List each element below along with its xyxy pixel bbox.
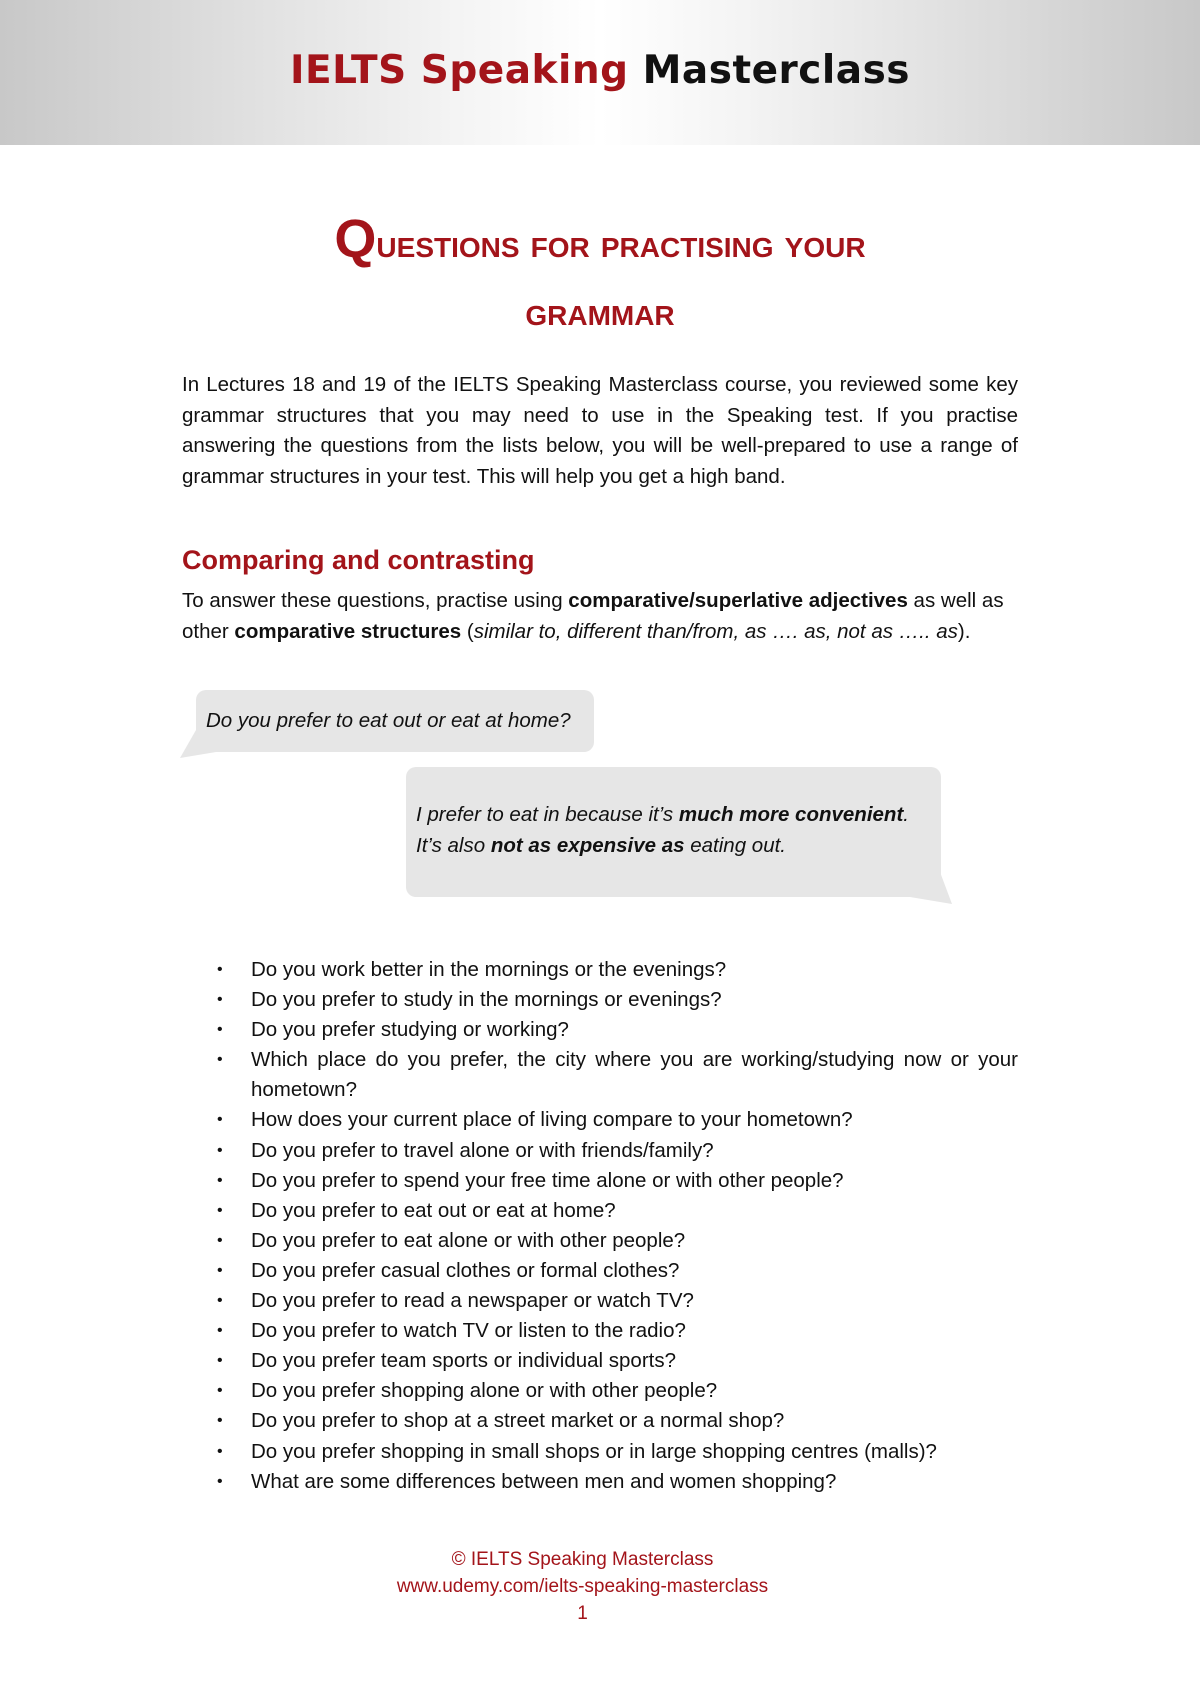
page-title bbox=[100, 205, 1100, 346]
question-bubble-text: Do you prefer to eat out or eat at home? bbox=[206, 709, 571, 732]
list-item: • Do you prefer casual clothes or formal clothes? bbox=[200, 1256, 1018, 1286]
list-item: • Do you prefer to shop at a street market or a normal shop? bbox=[200, 1406, 1018, 1436]
list-item: • Do you prefer to read a newspaper or watch TV? bbox=[200, 1286, 1018, 1316]
page-header bbox=[0, 0, 1200, 145]
list-item: • Which place do you prefer, the city where you are working/studying now or your hometown? bbox=[200, 1045, 1018, 1105]
footer-copyright: © IELTS Speaking Masterclass bbox=[451, 1549, 714, 1570]
answer-text-3: eating out. bbox=[684, 833, 786, 857]
list-item: • Do you prefer shopping in small shops or in large shopping centres (malls)? bbox=[200, 1437, 1018, 1467]
page-title-first-letter: Q bbox=[334, 209, 377, 269]
desc-bold-1: comparative/superlative adjectives bbox=[568, 589, 908, 612]
list-item: • Do you prefer shopping alone or with other people? bbox=[200, 1376, 1018, 1406]
list-item: • Do you prefer to spend your free time alone or with other people? bbox=[200, 1166, 1018, 1196]
intro-paragraph: In Lectures 18 and 19 of the IELTS Speaking Masterclass course, you reviewed some key grammar structures that you may need to use in the Speaking test. If you practise answering the questions from the lists below, you will be well-prepared to use a range of grammar structures in your test. This will help you get a high band. bbox=[182, 373, 1018, 488]
desc-italic-examples: similar to, different than/from, as …. as, not as ….. as bbox=[473, 619, 958, 643]
answer-bold-1: much more convenient bbox=[678, 803, 904, 826]
answer-text-2: . It’s also bbox=[416, 803, 909, 857]
section-heading: Comparing and contrasting bbox=[182, 545, 535, 575]
page-title-line-1-rest: uestions for practising your bbox=[376, 222, 866, 266]
answer-bubble-text bbox=[416, 800, 929, 861]
list-item: • Do you prefer studying or working? bbox=[200, 1015, 1018, 1045]
footer-url[interactable]: www.udemy.com/ielts-speaking-masterclass bbox=[396, 1576, 769, 1597]
page-title-line-2: grammar bbox=[525, 290, 675, 334]
question-speech-bubble bbox=[196, 690, 594, 752]
page-title-line-1 bbox=[100, 205, 1100, 278]
list-item: • Do you prefer to watch TV or listen to the radio? bbox=[200, 1316, 1018, 1346]
desc-text-4: ). bbox=[957, 619, 971, 643]
section-description bbox=[182, 586, 1018, 647]
list-item: • Do you prefer to travel alone or with friends/family? bbox=[200, 1136, 1018, 1166]
header-title-red: IELTS Speaking bbox=[289, 48, 629, 93]
question-list bbox=[200, 955, 1018, 1497]
list-item: • What are some differences between men and women shopping? bbox=[200, 1467, 1018, 1497]
list-item: • Do you prefer to eat out or eat at home? bbox=[200, 1196, 1018, 1226]
list-item: • Do you work better in the mornings or the evenings? bbox=[200, 955, 1018, 985]
desc-bold-2: comparative structures bbox=[234, 619, 462, 643]
page-number: 1 bbox=[577, 1603, 588, 1624]
list-item: • Do you prefer to eat alone or with other people? bbox=[200, 1226, 1018, 1256]
desc-text-1: To answer these questions, practise using bbox=[182, 589, 569, 612]
answer-text-1: I prefer to eat in because it’s bbox=[416, 803, 679, 826]
page-footer bbox=[0, 1546, 1165, 1627]
list-item: • Do you prefer to study in the mornings or evenings? bbox=[200, 985, 1018, 1015]
list-item: • How does your current place of living compare to your hometown? bbox=[200, 1105, 1018, 1135]
header-title-black: Masterclass bbox=[642, 48, 911, 93]
answer-speech-bubble bbox=[406, 767, 941, 897]
desc-text-3: ( bbox=[461, 619, 474, 643]
answer-bold-2: not as expensive as bbox=[490, 833, 685, 857]
header-title bbox=[0, 48, 1200, 93]
desc-text-2: as well as other bbox=[182, 589, 1004, 643]
list-item: • Do you prefer team sports or individual sports? bbox=[200, 1346, 1018, 1376]
